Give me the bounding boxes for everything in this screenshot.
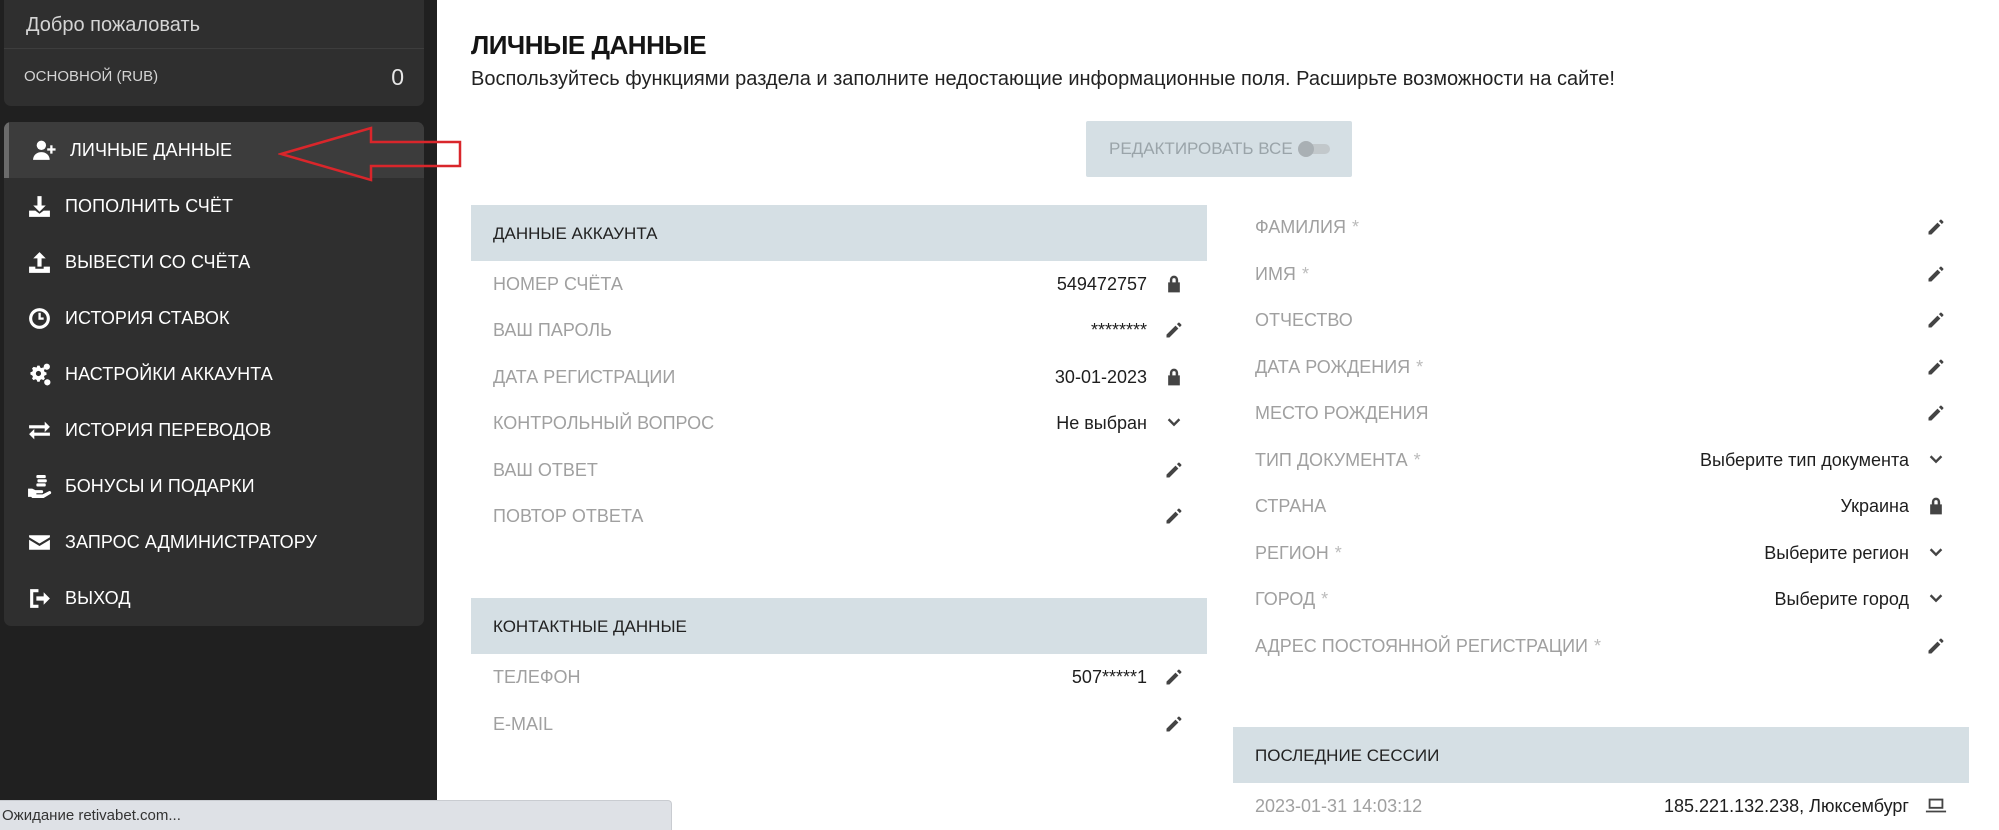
document-type-row[interactable] — [1233, 438, 1969, 484]
sidebar-item-label: НАСТРОЙКИ АККАУНТА — [65, 364, 273, 384]
row-label: ФАМИЛИЯ * — [1255, 217, 1359, 237]
country-row — [1233, 484, 1969, 530]
edit-all-toggle[interactable] — [1086, 121, 1352, 177]
pencil-icon[interactable] — [1925, 356, 1947, 378]
pencil-icon[interactable] — [1163, 505, 1185, 527]
section-title: ДАННЫЕ АККАУНТА — [493, 224, 658, 243]
required-mark: * — [1334, 543, 1342, 563]
row-value: 30-01-2023 — [1054, 367, 1147, 387]
row-label: ИМЯ * — [1255, 264, 1309, 284]
divider — [4, 48, 424, 49]
account-currency-label: ОСНОВНОЙ (RUB) — [24, 68, 159, 85]
city-select[interactable]: Выберите город — [1774, 589, 1909, 609]
sidebar-item-label: ВЫХОД — [65, 588, 131, 608]
pencil-icon[interactable] — [1925, 263, 1947, 285]
lock-icon — [1163, 273, 1185, 295]
row-label: ДАТА РОЖДЕНИЯ * — [1255, 357, 1424, 377]
clock-icon — [26, 305, 52, 331]
section-title: ПОСЛЕДНИЕ СЕССИИ — [1255, 746, 1440, 765]
sidebar-item-logout[interactable] — [4, 570, 424, 626]
pencil-icon[interactable] — [1925, 216, 1947, 238]
row-label: СТРАНА — [1255, 496, 1327, 516]
first-name-row — [1233, 252, 1969, 298]
toggle-knob — [1298, 141, 1314, 157]
row-label: E-MAIL — [493, 714, 554, 734]
laptop-icon — [1925, 795, 1947, 817]
contact-data-header — [471, 598, 1207, 654]
sidebar-item-bonuses[interactable] — [4, 458, 424, 514]
required-mark: * — [1593, 636, 1601, 656]
envelope-icon — [26, 529, 52, 555]
sidebar-item-label: ЗАПРОС АДМИНИСТРАТОРУ — [65, 532, 318, 552]
row-label: ОТЧЕСТВО — [1255, 310, 1353, 330]
welcome-text: Добро пожаловать — [26, 14, 201, 36]
row-label: ГОРОД * — [1255, 589, 1329, 609]
email-row — [471, 702, 1207, 748]
document-type-select[interactable]: Выберите тип документа — [1700, 450, 1909, 470]
sign-out-icon — [26, 585, 52, 611]
gears-icon — [26, 361, 52, 387]
lock-icon — [1163, 366, 1185, 388]
row-value: ******** — [1090, 320, 1147, 340]
sidebar-item-deposit[interactable] — [4, 178, 424, 234]
chevron-down-icon[interactable] — [1163, 412, 1185, 434]
session-row — [1233, 784, 1969, 830]
row-label: ПОВТОР ОТВЕТА — [493, 506, 644, 526]
security-question-row[interactable] — [471, 401, 1207, 447]
phone-row — [471, 655, 1207, 701]
registration-address-row — [1233, 624, 1969, 670]
download-icon — [26, 193, 52, 219]
annotation-arrow — [278, 126, 464, 182]
sidebar-item-label: ЛИЧНЫЕ ДАННЫЕ — [70, 140, 233, 160]
account-data-header — [471, 205, 1207, 261]
lock-icon — [1925, 495, 1947, 517]
row-label: ВАШ ОТВЕТ — [493, 460, 598, 480]
exchange-icon — [26, 417, 52, 443]
sidebar — [0, 0, 437, 830]
hand-coins-icon — [26, 473, 52, 499]
section-title: КОНТАКТНЫЕ ДАННЫЕ — [493, 617, 687, 636]
pencil-icon[interactable] — [1163, 713, 1185, 735]
session-location: 185.221.132.238, Люксембург — [1664, 796, 1909, 816]
row-label: РЕГИОН * — [1255, 543, 1342, 563]
sidebar-menu — [4, 122, 424, 626]
password-row — [471, 308, 1207, 354]
patronymic-row — [1233, 298, 1969, 344]
pencil-icon[interactable] — [1925, 635, 1947, 657]
sidebar-item-label: БОНУСЫ И ПОДАРКИ — [65, 476, 255, 496]
sidebar-item-transfer-history[interactable] — [4, 402, 424, 458]
page-title: ЛИЧНЫЕ ДАННЫЕ — [471, 30, 707, 60]
row-label: ДАТА РЕГИСТРАЦИИ — [493, 367, 676, 387]
chevron-down-icon[interactable] — [1925, 588, 1947, 610]
row-value: 507*****1 — [1071, 667, 1147, 687]
pencil-icon[interactable] — [1925, 309, 1947, 331]
sidebar-item-withdraw[interactable] — [4, 234, 424, 290]
surname-row — [1233, 205, 1969, 251]
sidebar-item-label: ИСТОРИЯ ПЕРЕВОДОВ — [65, 420, 272, 440]
required-mark: * — [1416, 357, 1424, 377]
row-label: ТИП ДОКУМЕНТА * — [1255, 450, 1421, 470]
pencil-icon[interactable] — [1163, 459, 1185, 481]
edit-all-label: РЕДАКТИРОВАТЬ ВСЕ — [1109, 139, 1293, 158]
required-mark: * — [1413, 450, 1421, 470]
page-description: Воспользуйтесь функциями раздела и заполните недостающие информационные поля. Расширьте возможности на сайте! — [471, 68, 1615, 90]
browser-status-bar — [0, 800, 672, 830]
sidebar-item-label: ВЫВЕСТИ СО СЧЁТА — [65, 252, 251, 272]
sidebar-item-admin-request[interactable] — [4, 514, 424, 570]
status-text: Ожидание retivabet.com... — [2, 807, 181, 824]
row-label: КОНТРОЛЬНЫЙ ВОПРОС — [493, 413, 715, 433]
session-time: 2023-01-31 14:03:12 — [1255, 796, 1423, 816]
row-label: МЕСТО РОЖДЕНИЯ — [1255, 403, 1429, 423]
required-mark: * — [1351, 217, 1359, 237]
row-value: Украина — [1840, 496, 1909, 516]
account-balance: 0 — [391, 64, 404, 90]
sidebar-item-label: ПОПОЛНИТЬ СЧЁТ — [65, 196, 234, 216]
row-label: НОМЕР СЧЁТА — [493, 274, 623, 294]
row-label: ТЕЛЕФОН — [493, 667, 581, 687]
registration-date-row — [471, 355, 1207, 401]
sidebar-item-account-settings[interactable] — [4, 346, 424, 402]
required-mark: * — [1321, 589, 1329, 609]
birth-place-row — [1233, 391, 1969, 437]
chevron-down-icon[interactable] — [1925, 542, 1947, 564]
toggle-switch[interactable] — [1300, 144, 1330, 154]
answer-row — [471, 448, 1207, 494]
upload-icon — [26, 249, 52, 275]
row-label: ВАШ ПАРОЛЬ — [493, 320, 612, 340]
account-number-row — [471, 262, 1207, 308]
security-question-select[interactable]: Не выбран — [1056, 413, 1147, 433]
region-row[interactable] — [1233, 531, 1969, 577]
account-summary — [4, 0, 424, 106]
pencil-icon[interactable] — [1925, 402, 1947, 424]
birth-date-row — [1233, 345, 1969, 391]
city-row[interactable] — [1233, 577, 1969, 623]
pencil-icon[interactable] — [1163, 319, 1185, 341]
answer-repeat-row — [471, 494, 1207, 540]
pencil-icon[interactable] — [1163, 666, 1185, 688]
last-sessions-header — [1233, 727, 1969, 783]
region-select[interactable]: Выберите регион — [1764, 543, 1909, 563]
sidebar-item-label: ИСТОРИЯ СТАВОК — [65, 308, 230, 328]
sidebar-item-bet-history[interactable] — [4, 290, 424, 346]
row-value: 549472757 — [1056, 274, 1147, 294]
row-label: АДРЕС ПОСТОЯННОЙ РЕГИСТРАЦИИ * — [1255, 636, 1601, 656]
required-mark: * — [1301, 264, 1309, 284]
chevron-down-icon[interactable] — [1925, 449, 1947, 471]
user-plus-icon — [31, 137, 57, 163]
